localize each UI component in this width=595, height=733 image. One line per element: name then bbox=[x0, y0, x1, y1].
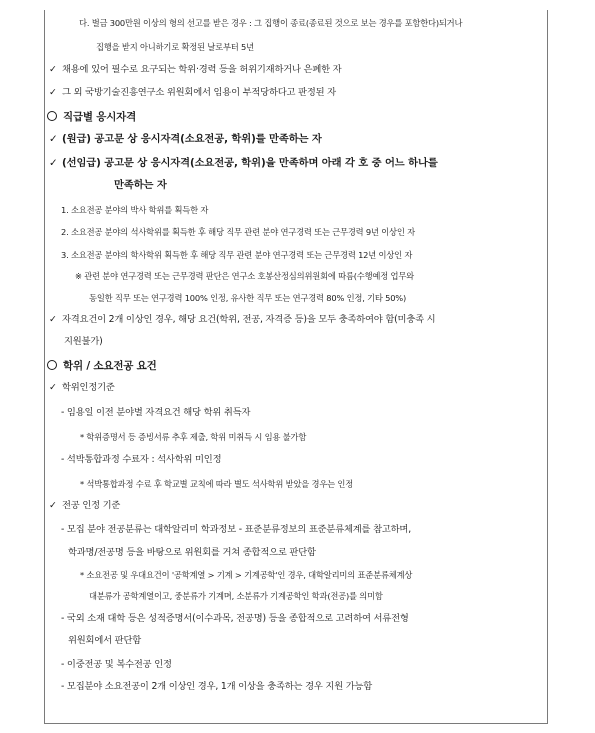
text-line: 위원회에서 판단함 bbox=[68, 635, 142, 646]
list-item: - 이중전공 및 복수전공 인정 bbox=[61, 659, 172, 670]
list-item: - 석박통합과정 수료자 : 석사학위 미인정 bbox=[61, 454, 222, 465]
list-item: 2. 소요전공 분야의 석사학위를 획득한 후 해당 직무 관련 분야 연구경력 또는 근무경력 9년 이상인 자 bbox=[61, 227, 415, 237]
list-item: ✓ 학위인정기준 bbox=[49, 382, 115, 393]
list-item: ✓ 전공 인정 기준 bbox=[49, 500, 121, 511]
note-line: * 학위증명서 등 증빙서류 추후 제출, 학위 미취득 시 임용 불가함 bbox=[80, 432, 307, 442]
list-item: 3. 소요전공 분야의 학사학위 획득한 후 해당 직무 관련 분야 연구경력 또는 근무경력 12년 이상인 자 bbox=[61, 250, 413, 260]
check-icon: ✓ bbox=[49, 64, 57, 75]
list-item: - 모집분야 소요전공이 2개 이상인 경우, 1개 이상을 충족하는 경우 지원 가능함 bbox=[61, 681, 373, 692]
text-line: 학과명/전공명 등을 바탕으로 위원회를 거쳐 종합적으로 판단함 bbox=[68, 547, 316, 558]
circle-bullet-icon bbox=[47, 360, 57, 370]
note-line: 동일한 직무 또는 연구경력 100% 인정, 유사한 직무 또는 연구경력 80% 인정, 기타 50%) bbox=[89, 293, 407, 303]
text-line: 만족하는 자 bbox=[114, 179, 167, 191]
note-line: * 석박통합과정 수료 후 학교별 교칙에 따라 별도 석사학위 받았을 경우는 인정 bbox=[80, 479, 354, 489]
text-line: 지원불가) bbox=[64, 336, 103, 347]
list-item: ✓ 채용에 있어 필수로 요구되는 학위·경력 등을 허위기재하거나 은폐한 자 bbox=[49, 64, 342, 75]
check-icon: ✓ bbox=[49, 87, 57, 98]
list-item: ✓ (원급) 공고문 상 응시자격(소요전공, 학위)를 만족하는 자 bbox=[49, 133, 322, 145]
note-line: * 소요전공 및 우대요건이 '공학계열 > 기계 > 기계공학'인 경우, 대학알리미의 표준분류체계상 bbox=[80, 570, 413, 580]
check-icon: ✓ bbox=[49, 133, 58, 145]
list-item: - 모집 분야 전공분류는 대학알리미 학과정보 - 표준분류정보의 표준분류체계를 참고하며, bbox=[61, 524, 411, 535]
list-item: 1. 소요전공 분야의 박사 학위를 획득한 자 bbox=[61, 205, 209, 215]
list-item: ✓ (선임급) 공고문 상 응시자격(소요전공, 학위)을 만족하며 아래 각 호 중 어느 하나를 bbox=[49, 157, 438, 169]
text-line: 다. 벌금 300만원 이상의 형의 선고를 받은 경우 : 그 집행이 종료(종료된 것으로 보는 경우를 포함한다)되거나 bbox=[79, 18, 463, 28]
list-item: - 국외 소재 대학 등은 성적증명서(이수과목, 전공명) 등을 종합적으로 고려하여 서류전형 bbox=[61, 613, 409, 624]
circle-bullet-icon bbox=[47, 111, 57, 121]
list-item: ✓ 그 외 국방기술진흥연구소 위원회에서 임용이 부적당하다고 판정된 자 bbox=[49, 87, 336, 98]
check-icon: ✓ bbox=[49, 314, 57, 325]
text-line: 집행을 받지 아니하기로 확정된 날로부터 5년 bbox=[96, 42, 254, 52]
check-icon: ✓ bbox=[49, 157, 58, 169]
note-line: 대분류가 공학계열이고, 중분류가 기계며, 소분류가 기계공학인 학과(전공)를 의미함 bbox=[89, 591, 383, 601]
section-heading: 직급별 응시자격 bbox=[47, 111, 136, 123]
note-line: ※ 관련 분야 연구경력 또는 근무경력 판단은 연구소 호봉산정심의위원회에 따름(수행예정 업무와 bbox=[75, 271, 414, 281]
section-heading: 학위 / 소요전공 요건 bbox=[47, 360, 157, 372]
list-item: ✓ 자격요건이 2개 이상인 경우, 해당 요건(학위, 전공, 자격증 등)을 모두 충족하여야 함(미충족 시 bbox=[49, 314, 436, 325]
check-icon: ✓ bbox=[49, 500, 57, 511]
list-item: - 임용일 이전 분야별 자격요건 해당 학위 취득자 bbox=[61, 407, 251, 418]
check-icon: ✓ bbox=[49, 382, 57, 393]
